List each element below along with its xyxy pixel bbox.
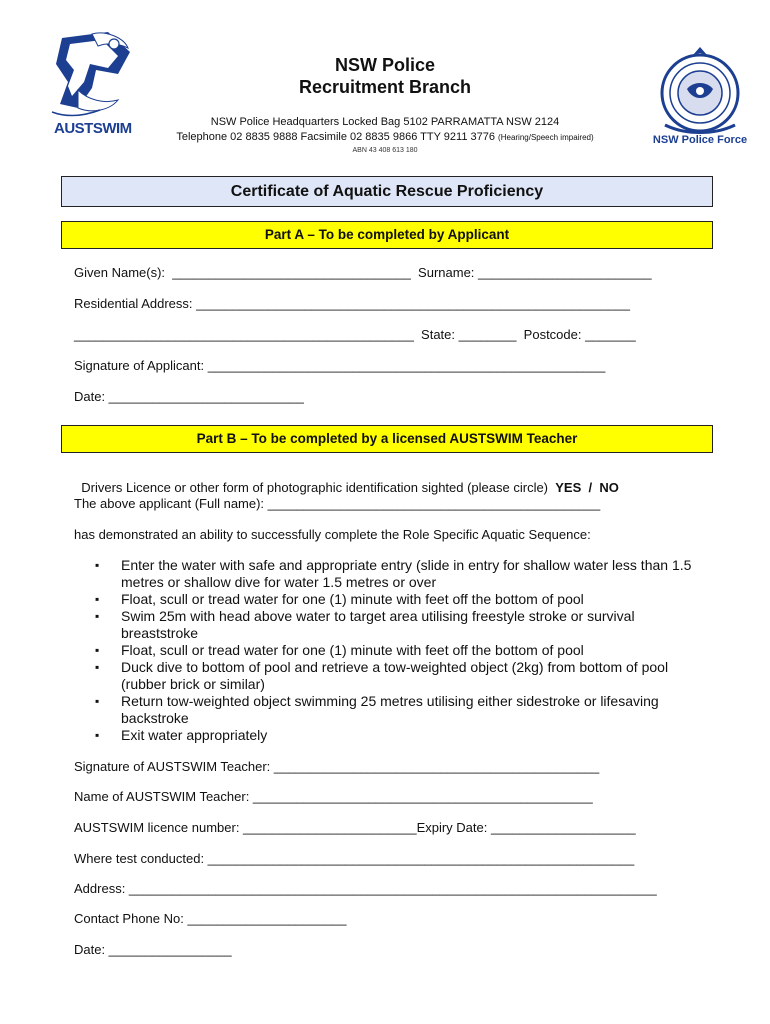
contact-phone-field[interactable]: Contact Phone No: ______________________	[74, 911, 347, 926]
list-item: ▪ Exit water appropriately	[95, 727, 705, 744]
list-item: ▪ Float, scull or tread water for one (1) minute with feet off the bottom of pool	[95, 591, 705, 608]
demonstrated-statement: has demonstrated an ability to successfully complete the Role Specific Aquatic Sequence:	[74, 527, 591, 542]
applicant-full-name-field[interactable]: The above applicant (Full name): ______________________________________________	[74, 496, 601, 511]
teacher-name-field[interactable]: Name of AUSTSWIM Teacher: _______________________________________________	[74, 789, 593, 804]
yes-no-choice[interactable]: YES / NO	[555, 480, 619, 495]
police-badge-icon	[645, 45, 755, 135]
given-name-surname-field[interactable]: Given Name(s): _________________________________ Surname: ________________________	[74, 265, 652, 280]
teacher-date-field[interactable]: Date: _________________	[74, 942, 232, 957]
certificate-title: Certificate of Aquatic Rescue Proficiency	[61, 176, 713, 207]
header-abn: ABN 43 408 613 180	[352, 147, 418, 154]
list-item: ▪ Return tow-weighted object swimming 25 metres utilising either sidestroke or lifesaving backstroke	[95, 693, 705, 727]
nsw-police-force-text: NSW Police Force	[652, 134, 748, 146]
teacher-address-field[interactable]: Address: _________________________________________________________________________	[74, 881, 657, 896]
licence-sighted-text: Drivers Licence or other form of photographic identification sighted (please circle)	[81, 480, 556, 495]
licence-sighted-line	[74, 465, 619, 495]
applicant-date-field[interactable]: Date: ___________________________	[74, 389, 304, 404]
branch-title: Recruitment Branch	[298, 77, 472, 97]
header-address: NSW Police Headquarters Locked Bag 5102 PARRAMATTA NSW 2124	[210, 116, 560, 128]
state-postcode-field[interactable]: _______________________________________________ State: ________ Postcode: _______	[74, 327, 636, 342]
licence-number-expiry-field[interactable]: AUSTSWIM licence number: ________________________Expiry Date: ____________________	[74, 820, 636, 835]
part-a-heading: Part A – To be completed by Applicant	[61, 221, 713, 249]
part-b-heading: Part B – To be completed by a licensed AUSTSWIM Teacher	[61, 425, 713, 453]
org-title: NSW Police	[334, 55, 436, 75]
tty-note: (Hearing/Speech impaired)	[498, 133, 594, 142]
list-item: ▪ Float, scull or tread water for one (1) minute with feet off the bottom of pool	[95, 642, 705, 659]
list-item: ▪ Swim 25m with head above water to target area utilising freestyle stroke or survival breaststroke	[95, 608, 705, 642]
test-location-field[interactable]: Where test conducted: ___________________________________________________________	[74, 851, 635, 866]
list-item: ▪ Duck dive to bottom of pool and retrieve a tow-weighted object (2kg) from bottom of pool (rubber brick or similar)	[95, 659, 705, 693]
telephone-text: Telephone 02 8835 9888 Facsimile 02 8835 9866 TTY 9211 3776	[176, 131, 495, 143]
list-item: ▪ Enter the water with safe and appropriate entry (slide in entry for shallow water less than 1.5 metres or shallow dive for water 1.5 metres or over	[95, 557, 705, 591]
applicant-signature-field[interactable]: Signature of Applicant: _______________________________________________________	[74, 358, 606, 373]
aquatic-sequence-list	[95, 557, 705, 744]
austswim-logo-text: AUSTSWIM	[54, 120, 132, 137]
residential-address-field[interactable]: Residential Address: ____________________________________________________________	[74, 296, 630, 311]
teacher-signature-field[interactable]: Signature of AUSTSWIM Teacher: _____________________________________________	[74, 759, 600, 774]
